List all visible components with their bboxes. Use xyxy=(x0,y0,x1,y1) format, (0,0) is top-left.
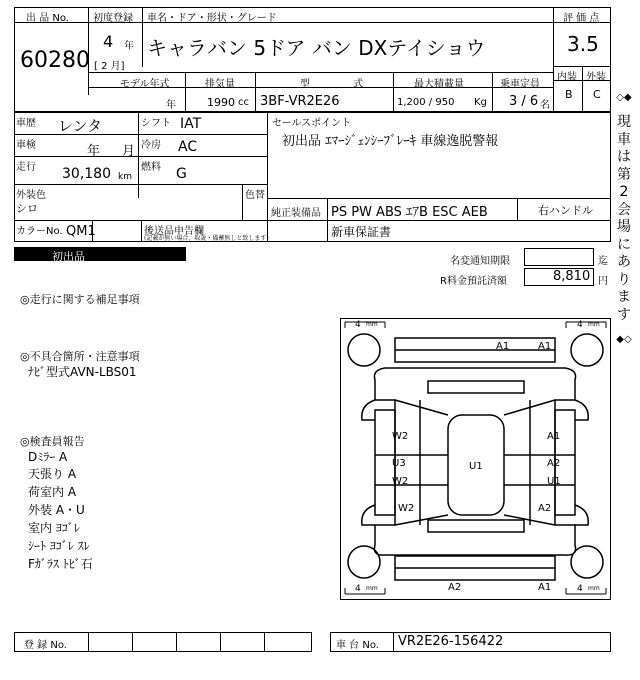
chassis-number: VR2E26-156422 xyxy=(398,634,504,649)
inspector-line: 天張り A xyxy=(28,467,77,481)
history-value: レンタ xyxy=(58,117,103,135)
note-char: す xyxy=(617,306,631,323)
first-registration-label: 初度登録 xyxy=(93,13,133,24)
damage-mark: A2 xyxy=(538,503,552,514)
documents-note: (記載が無い場合、取説・備蓄無しと致します) xyxy=(144,235,269,242)
max-load-unit: Kg xyxy=(474,97,487,108)
interior-grade: B xyxy=(565,88,573,101)
ac-label: 冷房 xyxy=(141,140,161,151)
shift-label: シフト xyxy=(141,118,171,129)
note-char: 第 xyxy=(617,166,631,183)
damage-mark: U1 xyxy=(547,476,561,487)
damage-mark: A1 xyxy=(496,341,510,352)
defects-text: ﾅﾋﾞ型式AVN-LBS01 xyxy=(28,365,137,379)
first-registration-month: [ 2 月] xyxy=(94,61,125,72)
capacity-label: 乗車定員 xyxy=(500,79,540,90)
tire-front-left-depth: 4 xyxy=(355,320,361,330)
interior-grade-label: 内装 xyxy=(557,72,577,83)
damage-mark: A1 xyxy=(538,582,552,593)
max-load-label: 最大積載量 xyxy=(414,79,464,90)
vehicle-name: キャラバン 5ドア バン DXテイショウ xyxy=(147,36,486,60)
damage-mark: A2 xyxy=(448,582,462,593)
note-char: あ xyxy=(617,254,631,270)
tire-rear-left-unit: mm xyxy=(366,585,378,592)
damage-mark: W2 xyxy=(398,503,415,514)
recycle-fee-amount: 8,810 xyxy=(553,269,591,284)
first-registration-year: 4 xyxy=(103,32,114,51)
color-number-value: QM1 xyxy=(66,224,96,239)
max-load-value: 1,200 / 950 xyxy=(397,97,455,108)
inspector-line: Fｶﾞﾗｽ ﾄﾋﾞ石 xyxy=(28,557,93,571)
first-registration-year-unit: 年 xyxy=(124,41,134,52)
capacity-value: 3 / 6 xyxy=(509,94,539,109)
sales-point-text: 初出品 ｴﾏｰｼﾞｪﾝｼｰﾌﾞﾚｰｷ 車線逸脱警報 xyxy=(282,134,499,149)
exterior-color-value: シロ xyxy=(16,202,38,215)
damage-mark: W2 xyxy=(392,476,409,487)
note-char: ま xyxy=(617,289,631,305)
note-char: は xyxy=(617,149,631,165)
sales-point-label: セールスポイント xyxy=(272,118,352,129)
chassis-number-label: 車 台 No. xyxy=(336,640,379,651)
inspection-year-unit: 年 xyxy=(87,144,101,159)
model-code: 3BF-VR2E26 xyxy=(260,94,340,109)
tire-front-right-depth: 4 xyxy=(577,320,583,330)
capacity-unit: 名 xyxy=(540,100,550,111)
note-char: 会 xyxy=(617,201,631,218)
ac-value: AC xyxy=(178,139,198,155)
lot-number-label: 出 品 No. xyxy=(26,13,69,24)
color-change-label: 色替 xyxy=(245,190,265,201)
displacement-label: 排気量 xyxy=(205,79,235,90)
note-char: 場 xyxy=(617,219,631,235)
registration-number-label: 登 録 No. xyxy=(24,640,67,651)
equipment-value: PS PW ABS ｴｱB ESC AEB xyxy=(331,205,488,220)
note-char: 2 xyxy=(619,184,629,200)
name-change-deadline-suffix: 迄 xyxy=(598,256,608,267)
warranty-value: 新車保証書 xyxy=(331,225,392,239)
model-year-unit: 年 xyxy=(166,100,176,111)
tire-front-right-unit: mm xyxy=(588,321,600,328)
note-bottom-mark: ◆◇ xyxy=(616,334,632,345)
model-year-label: モデル年式 xyxy=(120,79,170,90)
inspector-line: 荷室内 A xyxy=(28,485,77,499)
fuel-value: G xyxy=(176,166,187,182)
defects-label: ◎不具合箇所・注意事項 xyxy=(20,350,140,363)
note-char: 車 xyxy=(617,131,631,148)
exterior-color-label: 外装色 xyxy=(16,190,46,201)
damage-mark: A1 xyxy=(547,431,561,442)
damage-mark: A2 xyxy=(547,458,561,469)
inspector-line: 外装 A・U xyxy=(28,503,85,517)
lot-number: 60280 xyxy=(20,48,90,73)
shift-value: IAT xyxy=(180,116,202,132)
tire-rear-left-depth: 4 xyxy=(355,584,361,594)
inspector-line: ｼｰﾄ ﾖｺﾞﾚ ｽﾚ xyxy=(28,539,90,553)
exterior-grade-label: 外装 xyxy=(586,72,606,83)
damage-mark: W2 xyxy=(392,431,409,442)
inspector-report-label: ◎検査員報告 xyxy=(20,435,85,448)
steering-value: 右ハンドル xyxy=(538,204,593,217)
model-code-label: 型 式 xyxy=(300,79,384,90)
damage-mark: U3 xyxy=(392,458,406,469)
tire-rear-right-unit: mm xyxy=(588,585,600,592)
first-listing-banner-text: 初出品 xyxy=(52,250,85,263)
color-number-label: カラーNo. xyxy=(16,226,63,237)
mileage-value: 30,180 xyxy=(62,166,111,182)
note-char: り xyxy=(617,271,631,288)
inspection-month-unit: 月 xyxy=(122,144,136,159)
history-label: 車歴 xyxy=(16,118,36,129)
vehicle-name-label: 車名・ドア・形状・グレード xyxy=(147,13,277,24)
recycle-fee-unit: 円 xyxy=(598,276,608,287)
overall-score: 3.5 xyxy=(567,32,599,56)
equipment-label: 純正装備品 xyxy=(271,208,321,219)
damage-mark: U1 xyxy=(469,461,483,472)
note-top-mark: ◇◆ xyxy=(616,92,632,103)
inspector-line: Dﾐﾗｰ A xyxy=(28,450,68,464)
displacement-unit: cc xyxy=(238,97,249,108)
mileage-unit: km xyxy=(118,172,132,182)
documents-label: 後送品申告欄 xyxy=(144,226,204,237)
displacement-value: 1990 xyxy=(207,96,235,109)
inspector-line: 室内 ﾖｺﾞﾚ xyxy=(28,521,80,535)
vertical-location-note xyxy=(615,92,633,346)
exterior-grade: C xyxy=(593,88,601,101)
damage-mark: A1 xyxy=(538,341,552,352)
recycle-fee-label: R料金預託済額 xyxy=(440,276,507,287)
mileage-label: 走行 xyxy=(16,162,36,173)
tire-rear-right-depth: 4 xyxy=(577,584,583,594)
tire-front-left-unit: mm xyxy=(366,321,378,328)
fuel-label: 燃料 xyxy=(141,162,161,173)
driving-remarks-label: ◎走行に関する補足事項 xyxy=(20,293,140,306)
note-char: 現 xyxy=(617,114,631,130)
score-label: 評 価 点 xyxy=(563,13,600,24)
name-change-deadline-label: 名変通知期限 xyxy=(450,256,510,267)
note-char: に xyxy=(617,236,631,253)
inspection-label: 車検 xyxy=(16,140,36,151)
